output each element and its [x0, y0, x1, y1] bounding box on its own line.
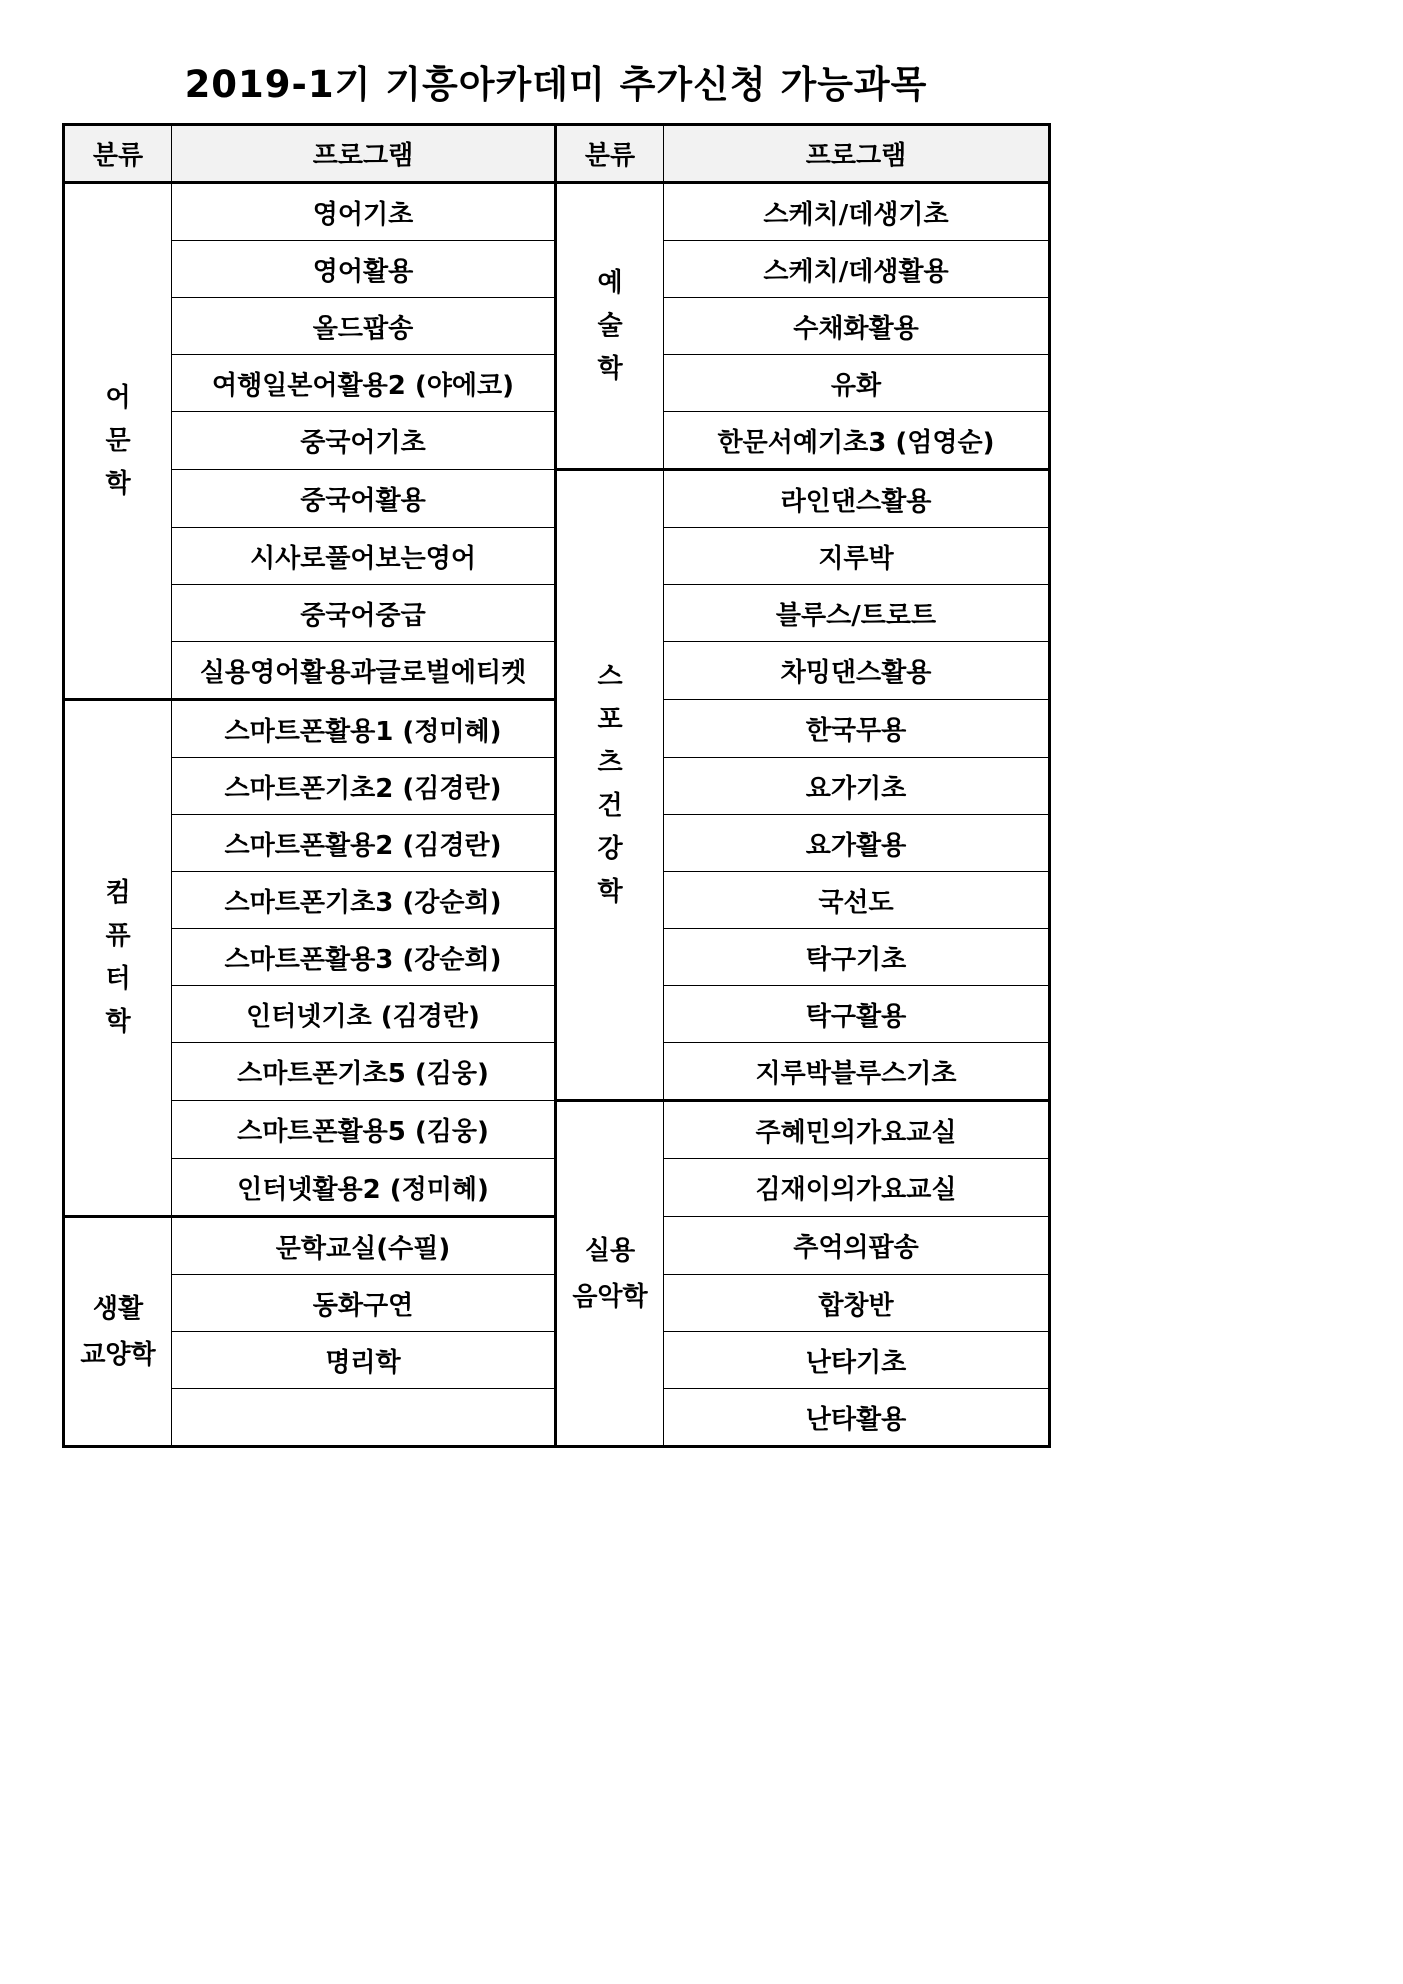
- program-cell: 스마트폰기초2 (김경란): [172, 758, 556, 815]
- header-program-right: 프로그램: [664, 125, 1050, 183]
- program-cell: 실용영어활용과글로벌에티켓: [172, 642, 556, 700]
- program-cell: 인터넷기초 (김경란): [172, 986, 556, 1043]
- program-cell: 동화구연: [172, 1275, 556, 1332]
- program-cell: 영어기초: [172, 183, 556, 241]
- header-row: [64, 125, 1050, 183]
- program-cell: 여행일본어활용2 (야에코): [172, 355, 556, 412]
- program-cell: 명리학: [172, 1332, 556, 1389]
- program-cell: 올드팝송: [172, 298, 556, 355]
- program-cell: 스마트폰활용5 (김웅): [172, 1101, 556, 1159]
- program-cell: 한문서예기초3 (엄영순): [664, 412, 1050, 470]
- category-language: 어 문 학: [64, 183, 172, 700]
- header-category-right: 분류: [556, 125, 664, 183]
- program-cell: 중국어중급: [172, 585, 556, 642]
- program-cell: 한국무용: [664, 700, 1050, 758]
- program-cell: 시사로풀어보는영어: [172, 528, 556, 585]
- program-cell: 스마트폰기초5 (김웅): [172, 1043, 556, 1101]
- program-cell: 난타활용: [664, 1389, 1050, 1447]
- program-cell: 블루스/트로트: [664, 585, 1050, 642]
- category-practical-music: 실용 음악학: [556, 1101, 664, 1447]
- program-cell: 난타기초: [664, 1332, 1050, 1389]
- category-computer: 컴 퓨 터 학: [64, 700, 172, 1217]
- course-table: [62, 123, 1051, 1448]
- program-cell: 중국어활용: [172, 470, 556, 528]
- header-program-left: 프로그램: [172, 125, 556, 183]
- program-cell: 스케치/데생활용: [664, 241, 1050, 298]
- program-cell: 주혜민의가요교실: [664, 1101, 1050, 1159]
- program-cell: 인터넷활용2 (정미혜): [172, 1159, 556, 1217]
- program-cell: 요가기초: [664, 758, 1050, 815]
- program-cell: 스마트폰활용3 (강순희): [172, 929, 556, 986]
- program-cell: 차밍댄스활용: [664, 642, 1050, 700]
- program-cell: 지루박: [664, 528, 1050, 585]
- page-title: 2019-1기 기흥아카데미 추가신청 가능과목: [184, 63, 928, 106]
- program-cell: 탁구활용: [664, 986, 1050, 1043]
- program-cell: 지루박블루스기초: [664, 1043, 1050, 1101]
- program-cell: 요가활용: [664, 815, 1050, 872]
- program-cell: 수채화활용: [664, 298, 1050, 355]
- program-cell: 스마트폰활용1 (정미혜): [172, 700, 556, 758]
- program-cell: 국선도: [664, 872, 1050, 929]
- program-cell: 김재이의가요교실: [664, 1159, 1050, 1217]
- program-cell: 탁구기초: [664, 929, 1050, 986]
- table-row: [64, 470, 1050, 528]
- program-cell: 합창반: [664, 1275, 1050, 1332]
- category-art: 예 술 학: [556, 183, 664, 470]
- header-category-left: 분류: [64, 125, 172, 183]
- program-cell: 스마트폰활용2 (김경란): [172, 815, 556, 872]
- program-cell: 스마트폰기초3 (강순희): [172, 872, 556, 929]
- table-row: [64, 183, 1050, 241]
- program-cell-empty: [172, 1389, 556, 1447]
- program-cell: 문학교실(수필): [172, 1217, 556, 1275]
- program-cell: 추억의팝송: [664, 1217, 1050, 1275]
- category-life-culture: 생활 교양학: [64, 1217, 172, 1447]
- table-row: [64, 1101, 1050, 1159]
- program-cell: 유화: [664, 355, 1050, 412]
- category-sports-health: 스 포 츠 건 강 학: [556, 470, 664, 1101]
- program-cell: 영어활용: [172, 241, 556, 298]
- program-cell: 중국어기초: [172, 412, 556, 470]
- program-cell: 라인댄스활용: [664, 470, 1050, 528]
- program-cell: 스케치/데생기초: [664, 183, 1050, 241]
